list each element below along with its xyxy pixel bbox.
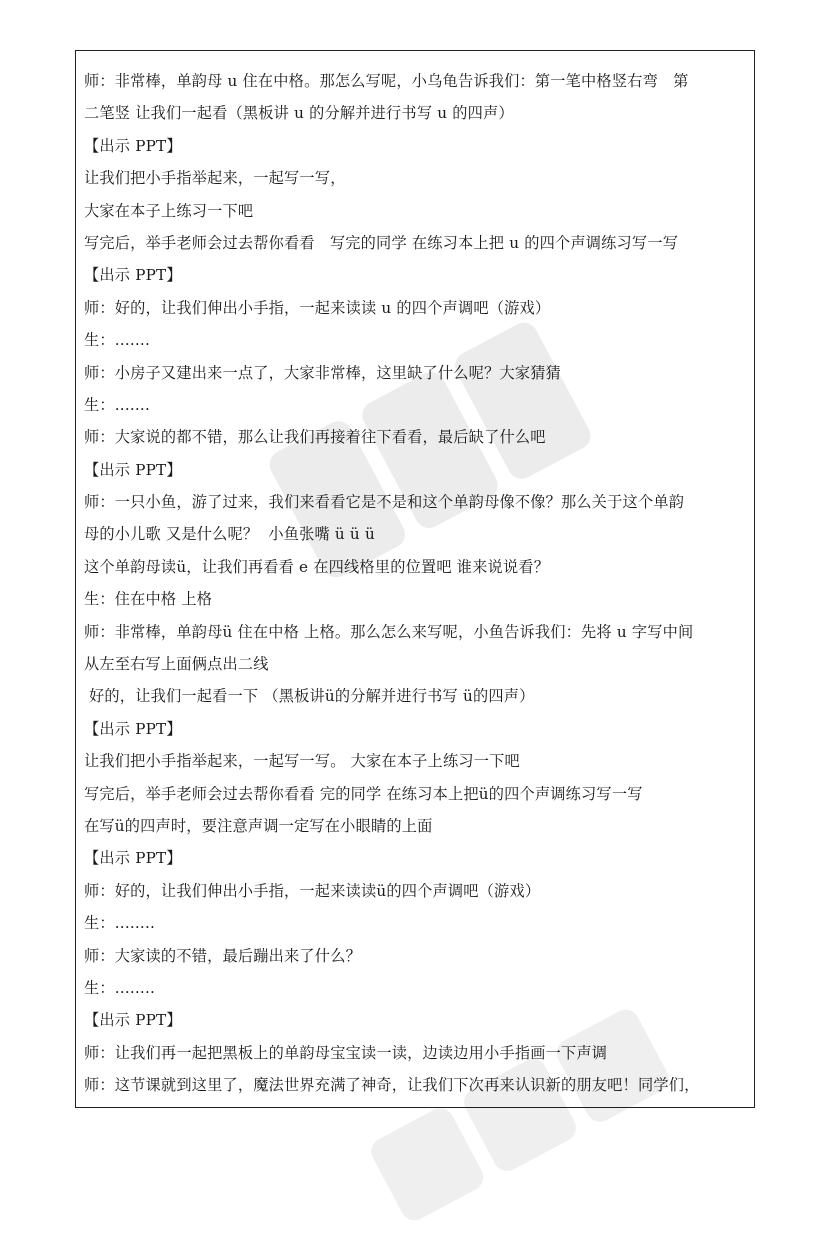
- text-line: 好的，让我们一起看一下 （黑板讲ü的分解并进行书写 ü的四声）: [84, 687, 535, 706]
- text-line: 师：好的，让我们伸出小手指，一起来读读ü的四个声调吧（游戏）: [84, 881, 541, 900]
- text-line: 这个单韵母读ü，让我们再看看 e 在四线格里的位置吧 谁来说说看？: [84, 557, 550, 576]
- text-line: 师：这节课就到这里了，魔法世界充满了神奇，让我们下次再来认识新的朋友吧！同学们，: [84, 1076, 700, 1095]
- text-line: 师：让我们再一起把黑板上的单韵母宝宝读一读，边读边用小手指画一下声调: [84, 1043, 608, 1062]
- text-line: 母的小儿歌 又是什么呢？ 小鱼张嘴 ü ü ü: [84, 525, 375, 544]
- text-line: 二笔竖 让我们一起看（黑板讲 u 的分解并进行书写 u 的四声）: [84, 104, 514, 123]
- text-line: 大家在本子上练习一下吧: [84, 201, 254, 220]
- text-line: 写完后，举手老师会过去帮你看看 完的同学 在练习本上把ü的四个声调练习写一写: [84, 784, 643, 803]
- text-line: 生：........: [84, 978, 155, 997]
- text-line: 师：大家读的不错，最后蹦出来了什么？: [84, 946, 361, 965]
- text-line: 【出示 PPT】: [84, 849, 182, 868]
- text-line: 写完后，举手老师会过去帮你看看 写完的同学 在练习本上把 u 的四个声调练习写一写: [84, 233, 679, 252]
- text-line: 【出示 PPT】: [84, 719, 182, 738]
- text-lines: [84, 65, 746, 1102]
- text-line: 师：非常棒，单韵母ü 住在中格 上格。那么怎么来写呢，小鱼告诉我们：先将 u 字写中间: [84, 622, 694, 641]
- text-line: 师：小房子又建出来一点了，大家非常棒，这里缺了什么呢？大家猜猜: [84, 363, 562, 382]
- text-line: 【出示 PPT】: [84, 460, 182, 479]
- text-line: 师：非常棒，单韵母 u 住在中格。那怎么写呢，小乌龟告诉我们：第一笔中格竖右弯 第: [84, 72, 689, 90]
- text-line: 生：.......: [84, 331, 150, 350]
- text-line: 师：一只小鱼，游了过来，我们来看看它是不是和这个单韵母像不像？那么关于这个单韵: [84, 493, 685, 512]
- text-line: 师：大家说的都不错，那么让我们再接着往下看看，最后缺了什么吧: [84, 428, 546, 447]
- content-frame: [75, 50, 755, 1108]
- text-line: 在写ü的四声时，要注意声调一定写在小眼睛的上面: [84, 816, 433, 835]
- text-line: 【出示 PPT】: [84, 266, 182, 285]
- text-line: 生：住在中格 上格: [84, 590, 213, 609]
- text-line: 【出示 PPT】: [84, 1011, 182, 1030]
- text-line: 生：........: [84, 914, 155, 933]
- text-line: 从左至右写上面俩点出二线: [84, 655, 269, 674]
- text-line: 让我们把小手指举起来，一起写一写。 大家在本子上练习一下吧: [84, 752, 520, 771]
- text-line: 师：好的，让我们伸出小手指，一起来读读 u 的四个声调吧（游戏）: [84, 298, 551, 317]
- text-line: 【出示 PPT】: [84, 136, 182, 155]
- text-line: 让我们把小手指举起来，一起写一写，: [84, 169, 346, 188]
- text-line: 生：.......: [84, 395, 150, 414]
